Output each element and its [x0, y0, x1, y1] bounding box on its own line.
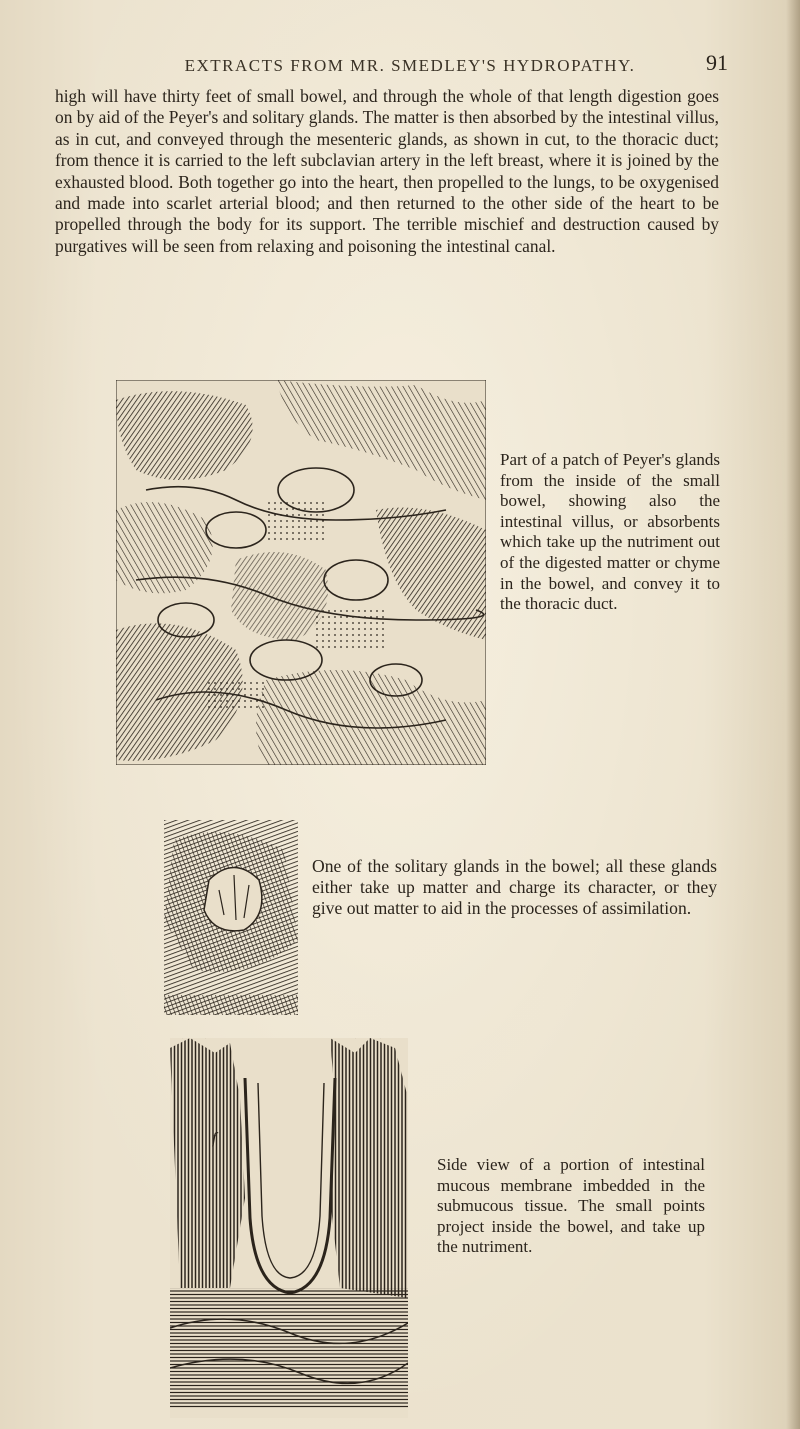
running-title: EXTRACTS FROM MR. SMEDLEY'S HYDROPATHY.	[184, 56, 636, 75]
body-paragraph: high will have thirty feet of small bowel, and through the whole of that length digestion goes on by aid of the Peyer's and solitary glands. The matter is then absorbed by the intestinal villus, as in cut, and conveyed through the mesenteric glands, as shown in cut, to the thoracic duct; from thence it is carried to the left subclavian artery in the left breast, where it is joined by the exhausted blood. Both together go into the heart, then propelled to the lungs, to be oxygenised and made into scarlet arterial blood; and then returned to the other side of the heart to be propelled through the body for its support. The terrible mischief and destruction caused by purgatives will be seen from relaxing and poisoning the intestinal canal.	[55, 86, 719, 256]
mucous-membrane-engraving	[170, 1038, 408, 1418]
page-edge-shadow	[786, 0, 800, 1429]
page-number: 91	[706, 50, 728, 75]
figure-label-f: f	[212, 1130, 217, 1147]
figure-caption-solitary-gland: One of the solitary glands in the bowel; all these glands either take up matter and charge its character, or they give out matter to aid in the processes of assimilation.	[312, 856, 717, 918]
figure-caption-mucous-membrane: Side view of a portion of intestinal mucous membrane imbedded in the submucous tissue. The small points project inside the bowel, and take up the nutriment.	[437, 1155, 705, 1257]
figure-caption-peyers-glands: Part of a patch of Peyer's glands from the inside of the small bowel, showing also the intestinal villus, or absorbents which take up the nutriment out of the digested matter or chyme in the bowel, and convey it to the thoracic duct.	[500, 450, 720, 614]
solitary-gland-engraving	[164, 820, 298, 1015]
peyers-glands-engraving	[116, 380, 486, 765]
